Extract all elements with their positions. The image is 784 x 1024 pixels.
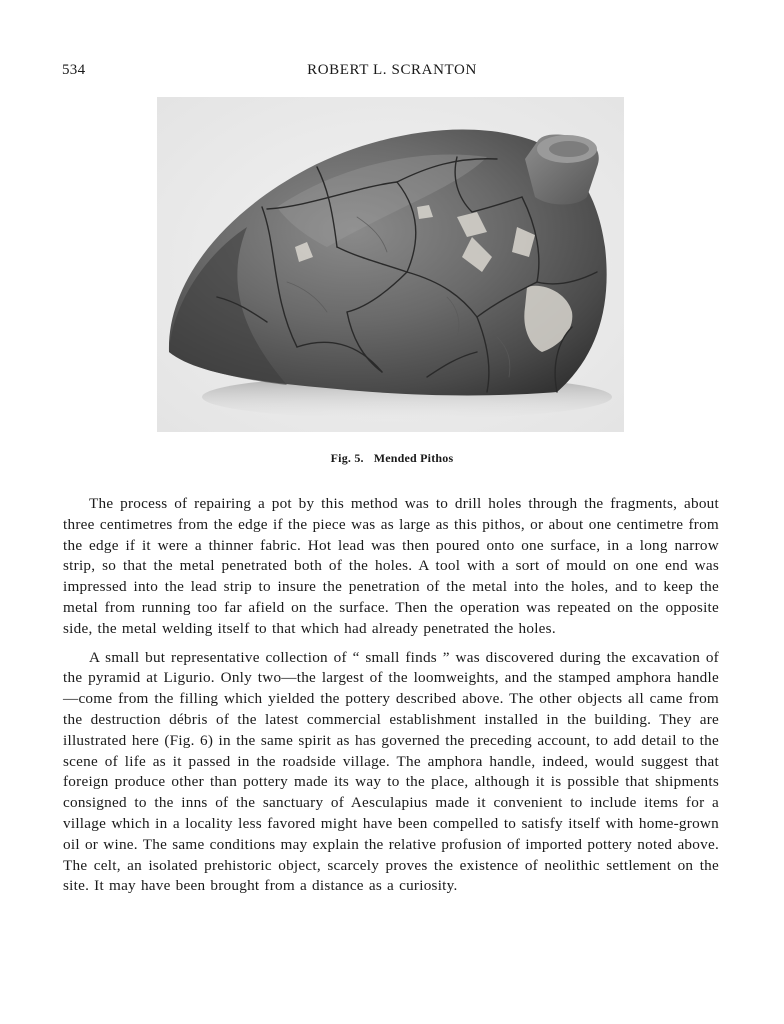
running-head: ROBERT L. SCRANTON bbox=[307, 62, 477, 78]
caption-title: Mended Pithos bbox=[373, 451, 454, 465]
paragraph: A small but representative collection of “ small finds ” was discovered during the excavation of the pyramid at Ligurio. Only two—the largest of the loomweights, and the stamped amphora handle—come from the filling which yielded the pottery described above. The other objects all came from the destruction débris of the latest commercial establishment installed in the building. They are illustrated here (Fig. 6) in the same spirit as has governed the preceding account, to add detail to the scene of life as it passed in the roadside village. The amphora handle, indeed, would suggest that foreign produce other than pottery made its way to the place, although it is possible that shipments consigned to the inns of the sanctuary of Aesculapius made it convenient to include items for a village which in a locality less favored might have been compelled to satisfy itself with home-grown oil or wine. The same conditions may explain the relative profusion of imported pottery noted above. The celt, an isolated prehistoric object, scarcely proves the existence of neolithic settlement on the site. It may have been brought from a distance as a curiosity. bbox=[63, 648, 719, 895]
page-number: 534 bbox=[62, 62, 86, 78]
paragraph: The process of repairing a pot by this method was to drill holes through the fragments, about three centimetres from the edge if the piece was as large as this pithos, or about one centimetre from the edge if it were a thinner fabric. Hot lead was then poured onto one surface, in a long narrow strip, so that the metal penetrated both of the holes. A tool with a sort of mould on one end was impressed into the lead strip to insure the penetration of the metal into the holes, and to keep the metal from running too far afield on the surface. Then the operation was repeated on the opposite side, the metal welding itself to that which had already penetrated the holes. bbox=[63, 495, 719, 637]
pithos-image bbox=[157, 97, 624, 432]
body-text bbox=[63, 494, 719, 905]
figure-photo bbox=[157, 97, 624, 432]
figure-caption bbox=[0, 451, 784, 466]
caption-label: Fig. 5. bbox=[330, 451, 364, 465]
